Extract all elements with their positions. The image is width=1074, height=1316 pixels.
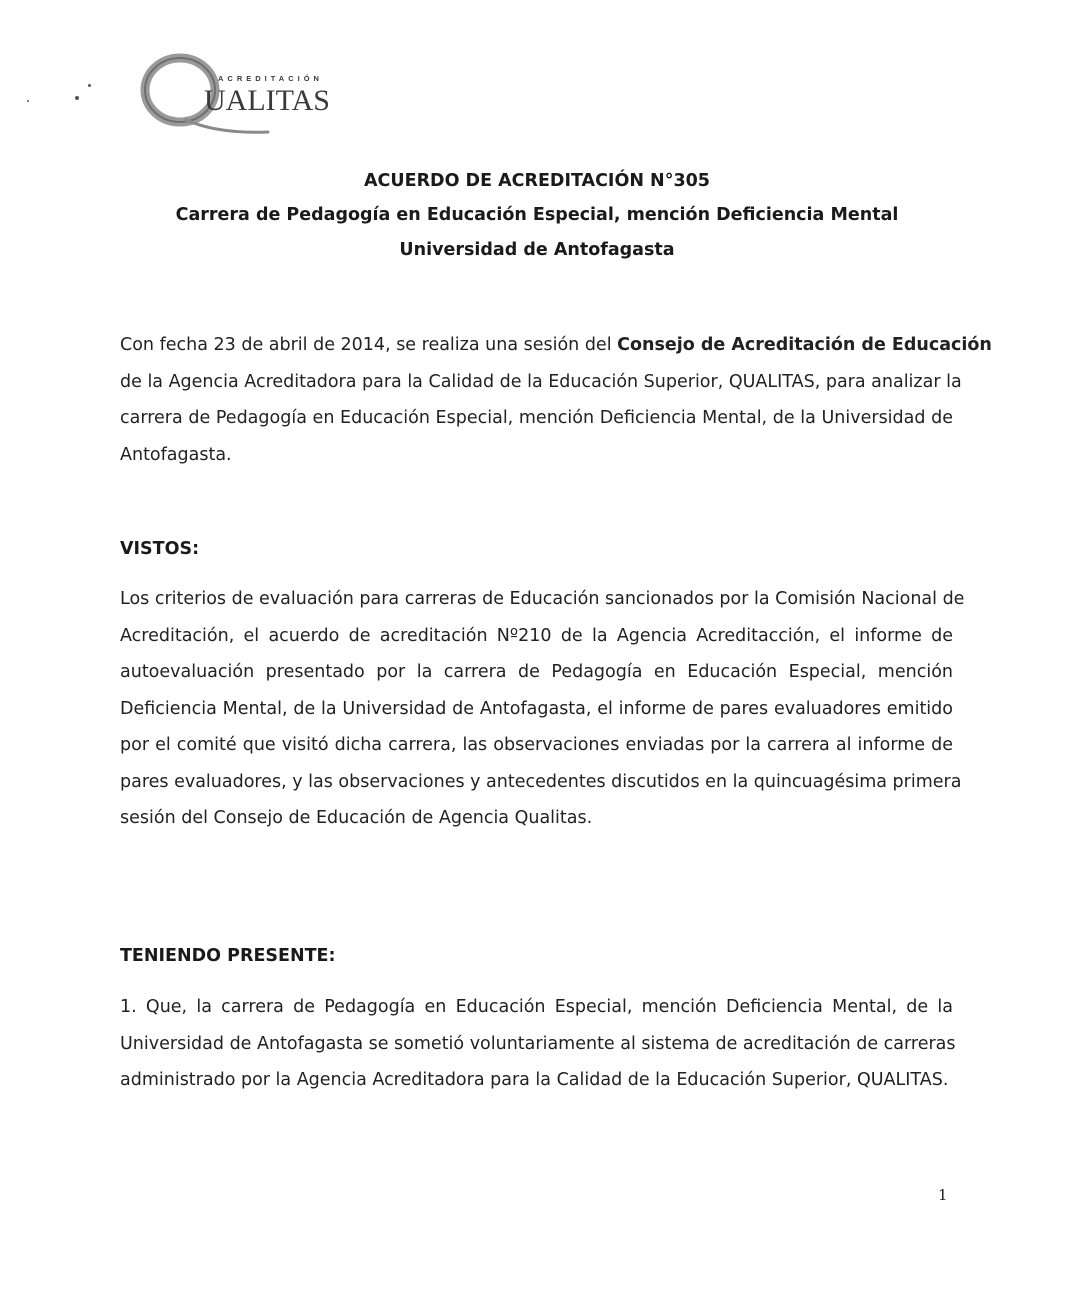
intro-bold-council: Consejo de Acreditación de Educación: [617, 335, 992, 355]
intro-line: de la Agencia Acreditadora para la Calidad de la Educación Superior, QUALITAS, para analizar la: [120, 371, 962, 392]
vistos-line: sesión del Consejo de Educación de Agencia Qualitas.: [120, 808, 593, 828]
intro-paragraph: [120, 327, 992, 473]
intro-prefix: Con fecha 23 de abril de 2014, se realiza una sesión del: [120, 335, 618, 355]
teniendo-line: administrado por la Agencia Acreditadora para la Calidad de la Educación Superior, QUALITAS.: [120, 1070, 949, 1090]
intro-line: Antofagasta.: [120, 444, 232, 465]
teniendo-paragraph: [120, 989, 956, 1099]
intro-line: [120, 327, 992, 364]
vistos-line: por el comité que visitó dicha carrera, las observaciones enviadas por la carrera al informe de: [120, 735, 953, 755]
vistos-line: Acreditación, el acuerdo de acreditación Nº210 de la Agencia Acreditacción, el informe de: [120, 625, 953, 646]
intro-line: carrera de Pedagogía en Educación Especial, mención Deficiencia Mental, de la Universidad de: [120, 408, 953, 428]
scan-speck: [88, 84, 91, 87]
vistos-line: pares evaluadores, y las observaciones y antecedentes discutidos en la quincuagésima primera: [120, 771, 962, 792]
document-title: ACUERDO DE ACREDITACIÓN N°305: [364, 171, 710, 191]
teniendo-line: Universidad de Antofagasta se sometió voluntariamente al sistema de acreditación de carreras: [120, 1033, 956, 1054]
vistos-line: Deficiencia Mental, de la Universidad de Antofagasta, el informe de pares evaluadores emitido: [120, 698, 953, 719]
page-number: 1: [938, 1186, 948, 1204]
vistos-title: VISTOS:: [120, 539, 200, 559]
scan-speck: [27, 100, 29, 102]
logo-tagline: ACREDITACIÓN: [218, 74, 323, 83]
scan-speck: [75, 96, 79, 100]
document-subtitle: Carrera de Pedagogía en Educación Especial, mención Deficiencia Mental: [175, 205, 899, 225]
vistos-line: autoevaluación presentado por la carrera de Pedagogía en Educación Especial, mención: [120, 662, 953, 682]
document-institution: Universidad de Antofagasta: [399, 240, 675, 260]
vistos-paragraph: [120, 581, 965, 837]
teniendo-title: TENIENDO PRESENTE:: [120, 946, 336, 966]
teniendo-line: 1. Que, la carrera de Pedagogía en Educación Especial, mención Deficiencia Mental, de la: [120, 997, 953, 1017]
qualitas-logo: [138, 52, 358, 142]
logo-wordmark: UALITAS: [204, 84, 330, 117]
vistos-line: Los criterios de evaluación para carreras de Educación sancionados por la Comisión Nacional de: [120, 589, 965, 609]
